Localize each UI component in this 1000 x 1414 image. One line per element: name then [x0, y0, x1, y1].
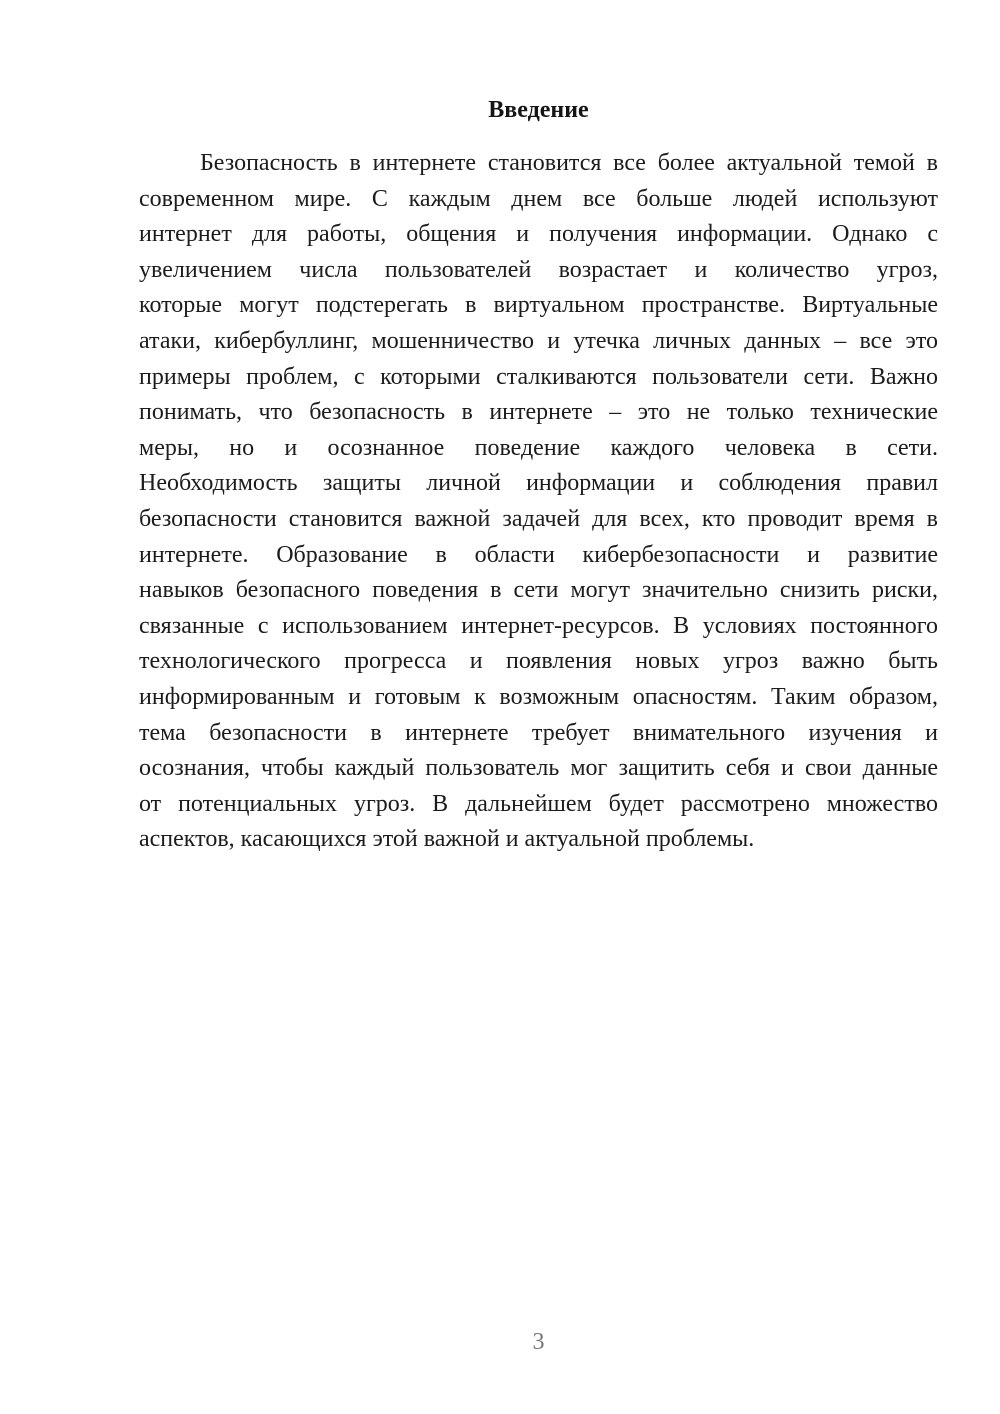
paragraph-line: меры, но и осознанное поведение каждого человека в сети. [139, 434, 938, 461]
paragraph [139, 146, 938, 858]
paragraph-line: понимать, что безопасность в интернете – это не только технические [139, 399, 938, 426]
page-number: 3 [532, 1329, 545, 1355]
paragraph-line: аспектов, касающихся этой важной и актуальной проблемы. [139, 826, 755, 853]
paragraph-line: навыков безопасного поведения в сети могут значительно снизить риски, [139, 577, 938, 604]
paragraph-line: связанные с использованием интернет-ресурсов. В условиях постоянного [139, 612, 938, 639]
paragraph-line: осознания, чтобы каждый пользователь мог защитить себя и свои данные [139, 755, 938, 782]
paragraph-line: технологического прогресса и появления новых угроз важно быть [139, 648, 938, 675]
page-title: Введение [488, 97, 589, 123]
paragraph-line: которые могут подстерегать в виртуальном пространстве. Виртуальные [139, 292, 938, 319]
paragraph-line: интернете. Образование в области кибербезопасности и развитие [139, 541, 938, 568]
paragraph-line: увеличением числа пользователей возрастает и количество угроз, [139, 256, 938, 283]
paragraph-line: интернет для работы, общения и получения информации. Однако с [139, 221, 938, 248]
paragraph-line: тема безопасности в интернете требует внимательного изучения и [139, 719, 938, 746]
paragraph-line: безопасности становится важной задачей для всех, кто проводит время в [139, 505, 938, 532]
paragraph-line: атаки, кибербуллинг, мошенничество и утечка личных данных – все это [139, 327, 938, 354]
paragraph-line: информированным и готовым к возможным опасностям. Таким образом, [139, 683, 938, 710]
paragraph-line: от потенциальных угроз. В дальнейшем будет рассмотрено множество [139, 790, 938, 817]
paragraph-line: Безопасность в интернете становится все более актуальной темой в [200, 150, 938, 176]
paragraph-line: Необходимость защиты личной информации и соблюдения правил [139, 470, 938, 497]
paragraph-line: примеры проблем, с которыми сталкиваются пользователи сети. Важно [139, 363, 938, 390]
paragraph-line: современном мире. С каждым днем все больше людей используют [139, 185, 938, 212]
